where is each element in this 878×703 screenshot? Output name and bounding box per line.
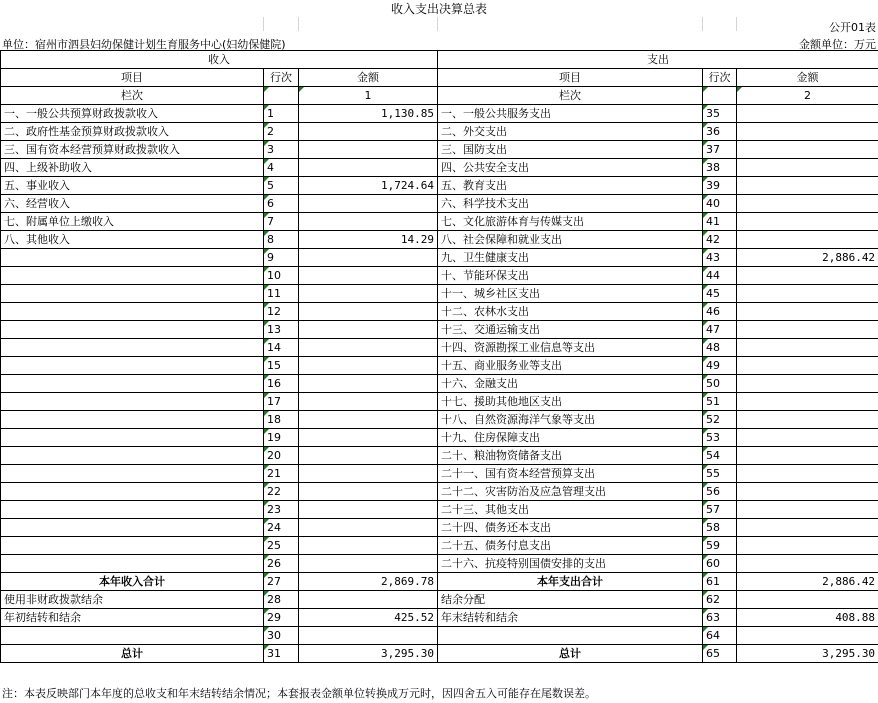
income-rowno-cell: 31 [264,645,299,663]
income-item-cell: 三、国有资本经营预算财政拨款收入 [1,141,264,159]
expense-item-cell: 年末结转和结余 [438,609,703,627]
expense-rowno-cell: 59 [703,537,737,555]
income-item-cell [1,303,264,321]
income-item-cell [1,555,264,573]
income-item-cell [1,393,264,411]
income-amount-cell [299,411,438,429]
income-rowno-cell: 12 [264,303,299,321]
income-amount-cell [299,249,438,267]
expense-amount-cell [737,141,878,159]
table-row [1,231,878,249]
expense-rowno-cell: 50 [703,375,737,393]
expense-column-label: 栏次 [438,87,703,105]
expense-amount-cell [737,159,878,177]
expense-rowno-cell: 44 [703,267,737,285]
income-rowno-cell: 14 [264,339,299,357]
income-column-label: 栏次 [1,87,264,105]
expense-amount-cell [737,555,878,573]
income-amount-cell [299,627,438,645]
table-row [1,627,878,645]
income-item-cell: 六、经营收入 [1,195,264,213]
income-rowno-cell: 13 [264,321,299,339]
income-item-cell: 本年收入合计 [1,573,264,591]
income-item-cell [1,339,264,357]
expense-item-cell: 八、社会保障和就业支出 [438,231,703,249]
income-item-cell: 七、附属单位上缴收入 [1,213,264,231]
income-item-cell: 年初结转和结余 [1,609,264,627]
expense-item-cell: 五、教育支出 [438,177,703,195]
income-amount-header: 金额 [299,69,438,87]
income-item-cell [1,447,264,465]
income-amount-cell [299,519,438,537]
income-rowno-cell: 9 [264,249,299,267]
income-rowno-cell: 30 [264,627,299,645]
income-rowno-cell: 6 [264,195,299,213]
expense-item-cell: 二十一、国有资本经营预算支出 [438,465,703,483]
expense-rowno-cell: 42 [703,231,737,249]
table-row [1,645,878,663]
income-item-cell [1,429,264,447]
table-row [1,375,878,393]
income-rowno-cell: 23 [264,501,299,519]
income-item-cell [1,519,264,537]
expense-rowno-cell: 48 [703,339,737,357]
income-rowno-cell: 3 [264,141,299,159]
income-amount-cell: 14.29 [299,231,438,249]
income-rowno-cell: 25 [264,537,299,555]
income-rowno-cell: 17 [264,393,299,411]
expense-item-cell: 二十二、灾害防治及应急管理支出 [438,483,703,501]
table-row [1,267,878,285]
expense-amount-cell [737,465,878,483]
income-amount-cell: 2,869.78 [299,573,438,591]
expense-item-cell: 二十、粮油物资储备支出 [438,447,703,465]
table-row [1,195,878,213]
income-amount-cell [299,267,438,285]
expense-column-index: 2 [737,87,878,105]
income-item-cell [1,321,264,339]
expense-amount-cell: 3,295.30 [737,645,878,663]
table-row [1,519,878,537]
income-rowno-cell: 10 [264,267,299,285]
expense-item-cell: 十七、援助其他地区支出 [438,393,703,411]
income-rowno-cell: 28 [264,591,299,609]
expense-rowno-cell: 52 [703,411,737,429]
income-item-cell [1,267,264,285]
income-rowno-cell: 15 [264,357,299,375]
income-amount-cell [299,465,438,483]
expense-amount-cell [737,303,878,321]
income-rowno-cell: 2 [264,123,299,141]
table-row [1,159,878,177]
table-row [1,177,878,195]
income-amount-cell [299,285,438,303]
expense-rowno-cell: 65 [703,645,737,663]
income-rowno-cell: 8 [264,231,299,249]
expense-item-cell: 十、节能环保支出 [438,267,703,285]
income-rowno-cell: 20 [264,447,299,465]
table-row [1,429,878,447]
expense-amount-cell [737,285,878,303]
expense-item-cell: 六、科学技术支出 [438,195,703,213]
expense-amount-cell: 2,886.42 [737,249,878,267]
expense-rowno-cell: 51 [703,393,737,411]
table-row [1,321,878,339]
table-row [1,555,878,573]
income-item-cell [1,627,264,645]
income-item-cell [1,357,264,375]
expense-item-cell: 二十六、抗疫特别国债安排的支出 [438,555,703,573]
expense-item-cell: 十六、金融支出 [438,375,703,393]
income-amount-cell [299,123,438,141]
expense-rowno-cell: 57 [703,501,737,519]
income-item-cell [1,537,264,555]
table-row [1,537,878,555]
table-row [1,483,878,501]
expense-header: 支出 [438,51,878,69]
expense-rowno-cell: 63 [703,609,737,627]
income-expense-table [0,50,878,663]
income-amount-cell [299,447,438,465]
money-unit: 金额单位：万元 [799,38,876,51]
expense-item-cell: 结余分配 [438,591,703,609]
income-amount-cell [299,393,438,411]
report-title: 收入支出决算总表 [390,2,487,16]
expense-amount-cell [737,375,878,393]
expense-amount-cell [737,537,878,555]
income-item-cell [1,411,264,429]
income-rowno-cell: 27 [264,573,299,591]
expense-item-cell: 十二、农林水支出 [438,303,703,321]
table-row [1,465,878,483]
expense-item-cell [438,627,703,645]
expense-amount-cell [737,177,878,195]
income-item-cell [1,465,264,483]
expense-rowno-cell: 46 [703,303,737,321]
income-amount-cell [299,483,438,501]
expense-item-cell: 十三、交通运输支出 [438,321,703,339]
expense-rowno-cell: 40 [703,195,737,213]
expense-amount-cell [737,231,878,249]
income-amount-cell [299,375,438,393]
expense-rowno-cell: 54 [703,447,737,465]
table-row [1,105,878,123]
expense-rowno-cell: 58 [703,519,737,537]
income-rowno-cell: 5 [264,177,299,195]
expense-rowno-header: 行次 [703,69,737,87]
expense-rowno-cell: 45 [703,285,737,303]
income-amount-cell: 1,724.64 [299,177,438,195]
expense-item-cell: 十一、城乡社区支出 [438,285,703,303]
expense-amount-cell [737,519,878,537]
expense-item-cell: 九、卫生健康支出 [438,249,703,267]
table-row [1,213,878,231]
income-amount-cell [299,501,438,519]
table-row [1,609,878,627]
expense-rowno-cell: 47 [703,321,737,339]
table-row [1,573,878,591]
income-amount-cell [299,555,438,573]
income-rowno-cell: 24 [264,519,299,537]
expense-item-cell: 七、文化旅游体育与传媒支出 [438,213,703,231]
income-rowno-cell: 26 [264,555,299,573]
expense-amount-cell: 2,886.42 [737,573,878,591]
expense-amount-cell [737,447,878,465]
income-amount-cell [299,429,438,447]
income-item-cell [1,501,264,519]
expense-amount-cell [737,213,878,231]
table-row [1,591,878,609]
expense-rowno-cell: 55 [703,465,737,483]
table-row [1,501,878,519]
table-row [1,357,878,375]
income-amount-cell: 3,295.30 [299,645,438,663]
expense-item-cell: 二十五、债务付息支出 [438,537,703,555]
expense-item-cell: 本年支出合计 [438,573,703,591]
expense-amount-cell [737,105,878,123]
income-rowno-blank [264,87,299,105]
table-row [1,303,878,321]
form-number: 公开01表 [829,21,876,34]
column-header-row [1,69,878,87]
sheet-grid-top [0,17,878,18]
expense-rowno-cell: 60 [703,555,737,573]
income-item-cell: 总计 [1,645,264,663]
expense-rowno-cell: 36 [703,123,737,141]
income-amount-cell [299,159,438,177]
income-item-cell [1,285,264,303]
income-rowno-cell: 21 [264,465,299,483]
expense-amount-cell [737,393,878,411]
reporting-unit: 单位：宿州市泗县妇幼保健计划生育服务中心(妇幼保健院) [2,38,286,51]
section-header-row [1,51,878,69]
income-amount-cell: 1,130.85 [299,105,438,123]
expense-item-cell: 二、外交支出 [438,123,703,141]
income-item-cell: 五、事业收入 [1,177,264,195]
table-row [1,393,878,411]
income-item-header: 项目 [1,69,264,87]
column-index-row [1,87,878,105]
expense-rowno-cell: 61 [703,573,737,591]
expense-rowno-cell: 64 [703,627,737,645]
expense-item-cell: 十五、商业服务业等支出 [438,357,703,375]
expense-rowno-cell: 39 [703,177,737,195]
expense-amount-cell [737,321,878,339]
income-rowno-header: 行次 [264,69,299,87]
income-amount-cell [299,591,438,609]
table-row [1,339,878,357]
table-row [1,249,878,267]
expense-amount-header: 金额 [737,69,878,87]
table-row [1,447,878,465]
expense-item-cell: 二十三、其他支出 [438,501,703,519]
income-item-cell: 二、政府性基金预算财政拨款收入 [1,123,264,141]
expense-rowno-cell: 56 [703,483,737,501]
income-rowno-cell: 18 [264,411,299,429]
income-amount-cell [299,339,438,357]
expense-item-header: 项目 [438,69,703,87]
income-item-cell: 使用非财政拨款结余 [1,591,264,609]
expense-rowno-cell: 35 [703,105,737,123]
expense-item-cell: 十四、资源勘探工业信息等支出 [438,339,703,357]
income-item-cell: 八、其他收入 [1,231,264,249]
income-rowno-cell: 19 [264,429,299,447]
table-row [1,141,878,159]
income-amount-cell [299,195,438,213]
expense-rowno-cell: 41 [703,213,737,231]
expense-amount-cell [737,627,878,645]
income-amount-cell [299,303,438,321]
expense-amount-cell [737,195,878,213]
expense-item-cell: 二十四、债务还本支出 [438,519,703,537]
expense-item-cell: 十八、自然资源海洋气象等支出 [438,411,703,429]
expense-amount-cell: 408.88 [737,609,878,627]
income-amount-cell [299,357,438,375]
footnote: 注：本表反映部门本年度的总收支和年末结转结余情况；本套报表金额单位转换成万元时，因四舍五入可能存在尾数误差。 [2,687,596,700]
expense-amount-cell [737,357,878,375]
expense-rowno-cell: 49 [703,357,737,375]
income-amount-cell: 425.52 [299,609,438,627]
expense-item-cell: 总计 [438,645,703,663]
expense-rowno-cell: 43 [703,249,737,267]
expense-rowno-blank [703,87,737,105]
expense-amount-cell [737,339,878,357]
expense-amount-cell [737,591,878,609]
income-rowno-cell: 1 [264,105,299,123]
expense-item-cell: 四、公共安全支出 [438,159,703,177]
income-rowno-cell: 29 [264,609,299,627]
expense-amount-cell [737,483,878,501]
income-amount-cell [299,537,438,555]
income-rowno-cell: 7 [264,213,299,231]
expense-amount-cell [737,267,878,285]
expense-amount-cell [737,411,878,429]
income-amount-cell [299,213,438,231]
income-item-cell [1,375,264,393]
expense-rowno-cell: 37 [703,141,737,159]
income-amount-cell [299,321,438,339]
expense-rowno-cell: 62 [703,591,737,609]
income-item-cell: 四、上级补助收入 [1,159,264,177]
income-header: 收入 [1,51,438,69]
income-rowno-cell: 4 [264,159,299,177]
expense-amount-cell [737,429,878,447]
expense-item-cell: 三、国防支出 [438,141,703,159]
table-row [1,285,878,303]
income-rowno-cell: 22 [264,483,299,501]
table-row [1,411,878,429]
expense-rowno-cell: 53 [703,429,737,447]
income-column-index: 1 [299,87,438,105]
income-item-cell: 一、一般公共预算财政拨款收入 [1,105,264,123]
income-rowno-cell: 11 [264,285,299,303]
income-rowno-cell: 16 [264,375,299,393]
income-amount-cell [299,141,438,159]
table-row [1,123,878,141]
expense-amount-cell [737,123,878,141]
expense-item-cell: 十九、住房保障支出 [438,429,703,447]
expense-rowno-cell: 38 [703,159,737,177]
expense-amount-cell [737,501,878,519]
income-item-cell [1,483,264,501]
income-item-cell [1,249,264,267]
expense-item-cell: 一、一般公共服务支出 [438,105,703,123]
